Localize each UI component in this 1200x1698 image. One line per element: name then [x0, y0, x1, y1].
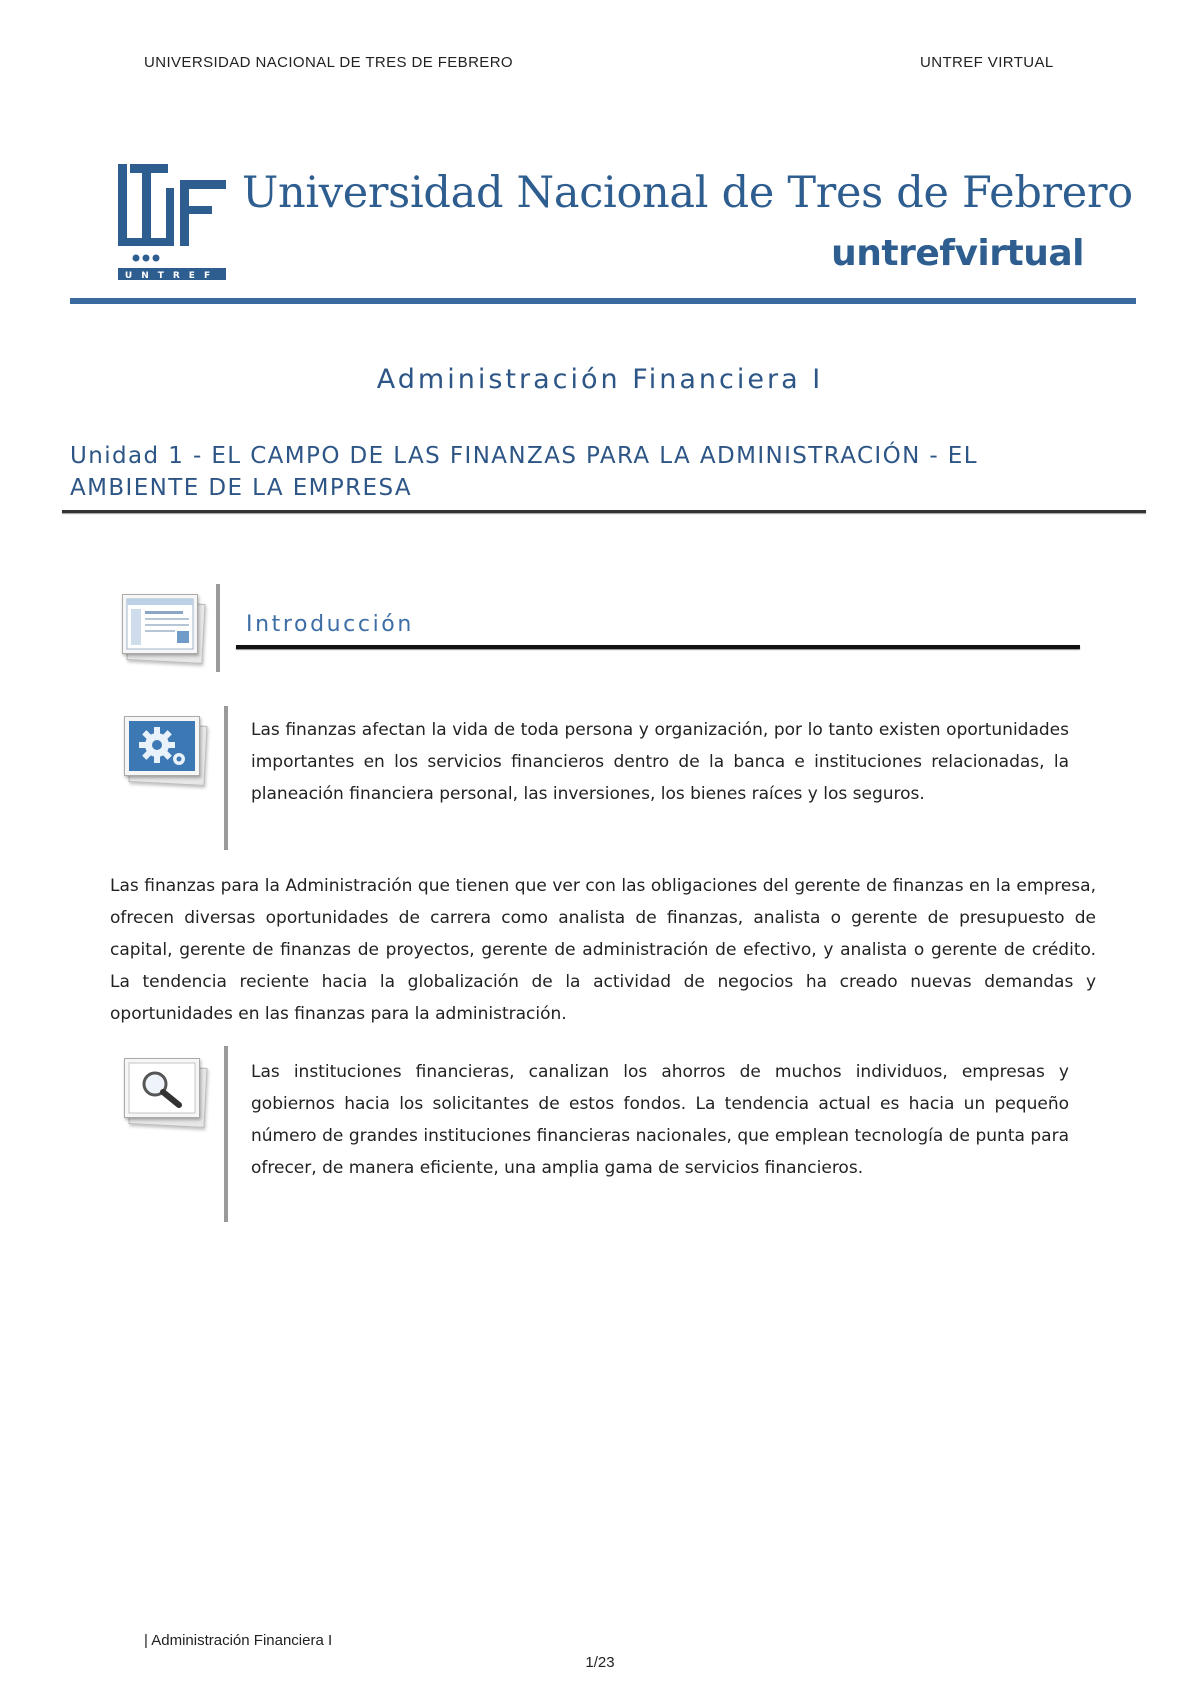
paragraph-bar-1 [224, 706, 228, 850]
paragraph-bar-3 [224, 1046, 228, 1222]
footer-course-name: | Administración Financiera I [144, 1632, 333, 1649]
page-number: 1/23 [585, 1654, 615, 1671]
section-heading: Introducción [246, 612, 414, 637]
course-title: Administración Financiera I [376, 364, 824, 395]
section-heading-bar [216, 584, 220, 672]
running-header-right: UNTREF VIRTUAL [920, 54, 1054, 71]
logo-letters: UNTREF [124, 271, 220, 281]
section-heading-rule [236, 645, 1080, 649]
untrefvirtual-wordmark: untrefvirtual [831, 233, 1084, 274]
paragraph-2: Las finanzas para la Administración que tienen que ver con las obligaciones del gerente de finanzas en la empresa, ofrecen diversas oportunidades de carrera como analista de finanzas, analista o gerente de presupuesto de capital, gerente de finanzas de proyectos, gerente de administración de efectivo, y analista o gerente de crédito. La tendencia reciente hacia la globalización de la actividad de negocios ha creado nuevas demandas y oportunidades en las finanzas para la administración. [110, 876, 1096, 1024]
paragraph-3: Las instituciones financieras, canalizan los ahorros de muchos individuos, empresas y gobiernos hacia los solicitantes de estos fondos. La tendencia actual es hacia un pequeño número de grandes instituciones financieras nacionales, que emplean tecnología de punta para ofrecer, de manera eficiente, una amplia gama de servicios financieros. [251, 1062, 1069, 1178]
document-window-icon [122, 594, 200, 656]
running-header-left: UNIVERSIDAD NACIONAL DE TRES DE FEBRERO [144, 54, 514, 71]
banner-divider [70, 298, 1136, 304]
magnifier-icon [124, 1058, 202, 1120]
gears-icon [124, 716, 202, 778]
university-name: Universidad Nacional de Tres de Febrero [242, 168, 1133, 218]
unit-title-divider [62, 510, 1146, 513]
paragraph-1: Las finanzas afectan la vida de toda persona y organización, por lo tanto existen oportunidades importantes en los servicios financieros dentro de la banca e instituciones relacionadas, la planeación financiera personal, las inversiones, los bienes raíces y los seguros. [251, 720, 1069, 804]
unit-title: Unidad 1 - EL CAMPO DE LAS FINANZAS PARA LA ADMINISTRACIÓN - EL AMBIENTE DE LA EMPRESA [70, 443, 978, 501]
untref-logo [116, 160, 228, 288]
